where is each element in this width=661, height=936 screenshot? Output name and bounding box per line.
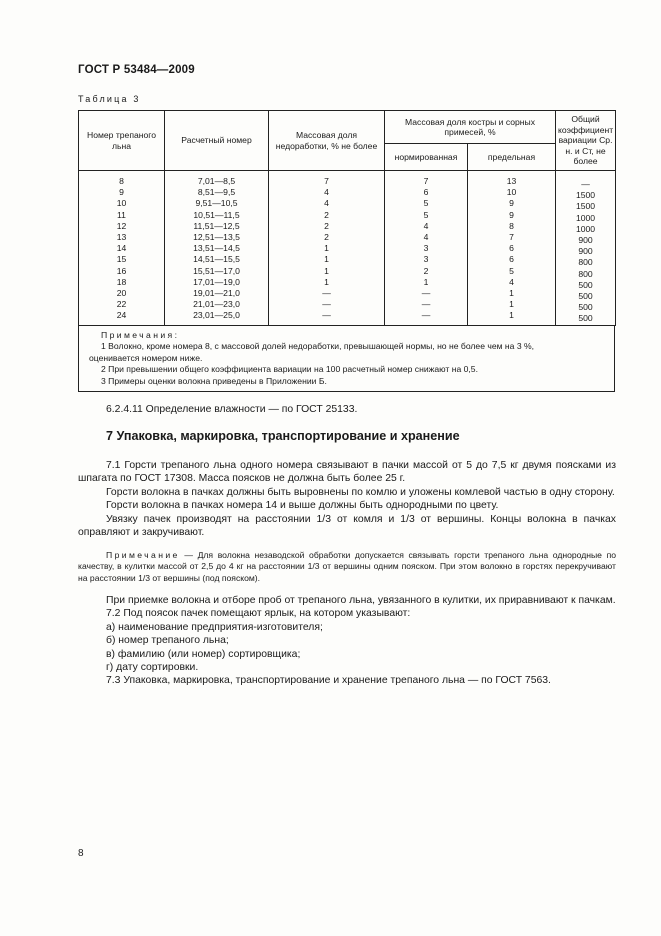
table-cell: 1 (385, 277, 468, 288)
header-limit: предельная (468, 144, 556, 171)
table-cell: 10 (79, 198, 165, 209)
table-row (79, 266, 616, 277)
list-item-b: б) номер трепаного льна; (106, 635, 229, 647)
table-cell: 4 (385, 221, 468, 232)
table-cell: 2 (269, 221, 385, 232)
table-cell: 8 (79, 171, 165, 188)
table-cell: 14,51—15,5 (165, 254, 269, 265)
table-cell: 12 (79, 221, 165, 232)
table-cell: — (385, 288, 468, 299)
table-cell: 3 (385, 243, 468, 254)
table-cell: — (385, 299, 468, 310)
table-cell: 1500 (556, 190, 616, 201)
table-cell: 12,51—13,5 (165, 232, 269, 243)
table-body (79, 171, 616, 326)
table-cell: 7 (269, 171, 385, 188)
table-cell: 1000 (556, 224, 616, 235)
table-cell: 19,01—21,0 (165, 288, 269, 299)
table-cell: — (385, 310, 468, 325)
table-row (79, 198, 616, 209)
table-cell: 6 (468, 243, 556, 254)
table-row (79, 243, 616, 254)
table-cell: 7 (385, 171, 468, 188)
table-cell: 23,01—25,0 (165, 310, 269, 325)
table-cell: 4 (269, 198, 385, 209)
table-cell: 1 (269, 266, 385, 277)
table-cell: 1000 (556, 213, 616, 224)
table-cell: 24 (79, 310, 165, 325)
table-cell: 8 (468, 221, 556, 232)
section-7-heading: 7 Упаковка, маркировка, транспортирование и хранение (106, 429, 460, 443)
table-cell: 10 (468, 187, 556, 198)
paragraph-7-3: 7.3 Упаковка, маркировка, транспортирование и хранение трепаного льна — по ГОСТ 7563. (106, 675, 551, 687)
table-cell: 11 (79, 210, 165, 221)
table-caption: Таблица 3 (78, 94, 141, 104)
note-2: 2 При превышении общего коэффициента вариации на 100 расчетный номер снижают на 0,5. (101, 364, 478, 375)
table-row (79, 187, 616, 198)
table-row (79, 310, 616, 325)
table-cell: 900 (556, 235, 616, 246)
table-cell: 5 (385, 198, 468, 209)
table-row (79, 288, 616, 299)
table-cell: 7 (468, 232, 556, 243)
table-cell: 5 (468, 266, 556, 277)
table-cell: 1 (468, 288, 556, 299)
table-cell: 1 (269, 254, 385, 265)
paragraph-7-1-c: Горсти волокна в пачках номера 14 и выше должны быть однородными по цвету. (106, 500, 499, 512)
header-flax-number: Номер трепаного льна (79, 111, 165, 171)
header-normalized: нормированная (385, 144, 468, 171)
table-cell: 3 (385, 254, 468, 265)
table-row (79, 232, 616, 243)
table-cell: 13,51—14,5 (165, 243, 269, 254)
table-cell: 20 (79, 288, 165, 299)
table-cell: 800 (556, 257, 616, 268)
paragraph-7-1-e: При приемке волокна и отборе проб от трепаного льна, увязанного в кулитки, их приравнивают к пачкам. (106, 595, 616, 606)
header-variation-coefficient: Общий коэффициент вариации Cр. н. и Cт, не более (556, 111, 616, 171)
table-cell: 9 (79, 187, 165, 198)
note-7-1 (78, 550, 616, 584)
table-cell: 9,51—10,5 (165, 198, 269, 209)
table-row (79, 254, 616, 265)
table-cell: 18 (79, 277, 165, 288)
table-cell: 1500 (556, 201, 616, 212)
table-notes (78, 326, 615, 393)
table-cell: 800 (556, 269, 616, 280)
table-cell: 21,01—23,0 (165, 299, 269, 310)
table-cell: 17,01—19,0 (165, 277, 269, 288)
table-cell: 2 (269, 232, 385, 243)
note-1: 1 Волокно, кроме номера 8, с массовой долей недоработки, превышающей нормы, но не более чем на 3 %, (101, 341, 535, 352)
table-cell: 900 (556, 246, 616, 257)
table-3 (78, 110, 615, 392)
note-label: Примечание (106, 550, 180, 560)
table-cell: 10,51—11,5 (165, 210, 269, 221)
paragraph-7-1-b: Горсти волокна в пачках должны быть выровнены по комлю и уложены комлевой частью в одну сторону. (106, 486, 615, 498)
table-cell: 4 (468, 277, 556, 288)
table-cell: — (556, 174, 616, 191)
table-cell: 4 (269, 187, 385, 198)
table-row (79, 210, 616, 221)
table-cell: 1 (269, 243, 385, 254)
table-cell: 13 (79, 232, 165, 243)
table-cell: 2 (269, 210, 385, 221)
table-cell: 1 (468, 310, 556, 325)
table-cell: 500 (556, 313, 616, 328)
table-cell: 6 (385, 187, 468, 198)
table-cell: 14 (79, 243, 165, 254)
table-cell: 15,51—17,0 (165, 266, 269, 277)
table-row (79, 171, 616, 188)
table-cell: 500 (556, 302, 616, 313)
table-cell: 11,51—12,5 (165, 221, 269, 232)
data-table (78, 110, 616, 326)
table-cell: — (269, 299, 385, 310)
paragraph-7-1-d: Увязку пачек производят на расстоянии 1/3 от комля и 1/3 от вершины. Концы волокна в пачках оправляют и закручивают. (78, 513, 616, 539)
standard-header: ГОСТ Р 53484—2009 (78, 64, 195, 76)
table-cell: 8,51—9,5 (165, 187, 269, 198)
table-cell: 22 (79, 299, 165, 310)
table-row (79, 299, 616, 310)
note-1-continued: оценивается номером ниже. (89, 352, 203, 363)
table-cell: — (269, 288, 385, 299)
table-cell: 2 (385, 266, 468, 277)
note-text: — Для волокна незаводской обработки допускается связывать горсти трепаного льна однородные по качеству, в кулитки массой от 2,5 до 4 кг на расстоянии 1/3 от вершины одним пояском. При этом волокно в горстях перекручивают на расстоянии 1/3 от вершины (под пояском). (78, 550, 616, 583)
table-cell: 9 (468, 198, 556, 209)
header-underprocessing: Массовая доля недоработки, % не более (269, 111, 385, 171)
header-shive-impurities: Массовая доля костры и сорных примесей, % (385, 111, 556, 144)
table-cell: 500 (556, 280, 616, 291)
table-cell: 7,01—8,5 (165, 171, 269, 188)
table-cell: 4 (385, 232, 468, 243)
paragraph-7-2: 7.2 Под поясок пачек помещают ярлык, на котором указывают: (106, 608, 411, 620)
list-item-c: в) фамилию (или номер) сортировщика; (106, 648, 301, 660)
table-cell: 1 (468, 299, 556, 310)
list-item-d: г) дату сортировки. (106, 662, 199, 674)
table-cell: 15 (79, 254, 165, 265)
table-cell: — (269, 310, 385, 325)
section-7-1 (78, 459, 616, 539)
table-cell: 13 (468, 171, 556, 188)
table-cell: 1 (269, 277, 385, 288)
section-7-2 (78, 594, 616, 688)
table-cell: 5 (385, 210, 468, 221)
table-row (79, 221, 616, 232)
page-number: 8 (78, 848, 84, 859)
table-cell: 9 (468, 210, 556, 221)
table-cell: 6 (468, 254, 556, 265)
paragraph-7-1: 7.1 Горсти трепаного льна одного номера связывают в пачки массой от 5 до 7,5 кг двумя поясками из шпагата по ГОСТ 17308. Масса поясков не должна быть более 25 г. (78, 460, 616, 485)
list-item-a: а) наименование предприятия-изготовителя; (106, 621, 323, 633)
notes-title: Примечания: (101, 329, 180, 340)
paragraph-6-2-4-11: 6.2.4.11 Определение влажности — по ГОСТ 25133. (106, 404, 358, 415)
header-calculated-number: Расчетный номер (165, 111, 269, 171)
table-cell: 500 (556, 291, 616, 302)
note-3: 3 Примеры оценки волокна приведены в Приложении Б. (101, 375, 327, 386)
table-cell: 16 (79, 266, 165, 277)
table-row (79, 277, 616, 288)
